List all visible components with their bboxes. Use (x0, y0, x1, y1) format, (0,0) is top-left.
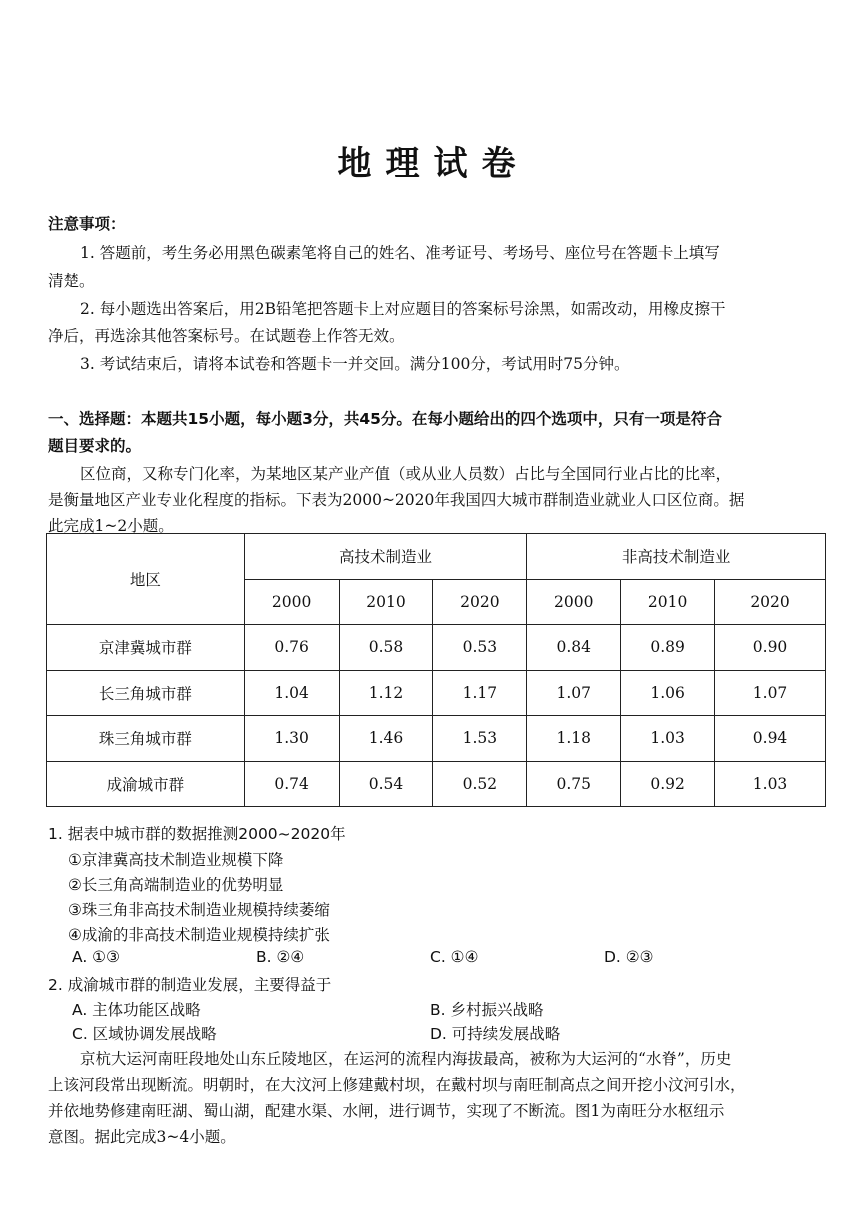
table-cell: 0.54 (339, 761, 433, 807)
header-region: 地区 (47, 534, 245, 625)
question-2-stem: 2. 成渝城市群的制造业发展，主要得益于 (48, 976, 332, 994)
intro-paragraph-2-l3: 并依地势修建南旺湖、蜀山湖，配建水渠、水闸，进行调节，实现了不断流。图1为南旺分水枢纽示 (48, 1102, 725, 1120)
table-cell: 1.46 (339, 716, 433, 762)
intro-paragraph-2-l2: 上该河段常出现断流。明朝时，在大汶河上修建戴村坝，在戴村坝与南旺制高点之间开挖小汶河引水， (48, 1076, 746, 1094)
page-title: 地理试卷 (337, 144, 530, 184)
table-cell: 0.58 (339, 625, 433, 671)
q1-option-c: C. ①④ (430, 948, 479, 966)
table-cell: 1.12 (339, 670, 433, 716)
table-row (47, 670, 826, 716)
notice-item-3: 3. 考试结束后，请将本试卷和答题卡一并交回。满分100分，考试用时75分钟。 (80, 355, 630, 373)
q1-statement-2: ②长三角高端制造业的优势明显 (68, 876, 284, 894)
table-cell: 0.53 (433, 625, 527, 671)
header-year: 2020 (715, 579, 826, 625)
intro-paragraph-1: 区位商，又称专门化率，为某地区某产业产值（或从业人员数）占比与全国同行业占比的比率， (80, 465, 732, 483)
intro-paragraph-1-l3: 此完成1~2小题。 (48, 517, 174, 535)
table-cell: 0.74 (244, 761, 339, 807)
table-row (47, 716, 826, 762)
table-cell: 0.94 (715, 716, 826, 762)
q2-option-b: B. 乡村振兴战略 (430, 1001, 544, 1019)
table-cell: 0.92 (621, 761, 715, 807)
header-year: 2000 (527, 579, 621, 625)
header-year: 2010 (621, 579, 715, 625)
notice-item-1: 1. 答题前，考生务必用黑色碳素笔将自己的姓名、准考证号、考场号、座位号在答题卡上填写 (80, 244, 720, 262)
table-cell: 0.89 (621, 625, 715, 671)
table-cell: 1.07 (527, 670, 621, 716)
q1-option-a: A. ①③ (72, 948, 120, 966)
header-high-tech: 高技术制造业 (244, 534, 527, 580)
notice-item-2: 2. 每小题选出答案后，用2B铅笔把答题卡上对应题目的答案标号涂黑，如需改动，用橡皮擦干 (80, 300, 726, 318)
table-cell: 1.18 (527, 716, 621, 762)
notice-item-2-cont: 净后，再选涂其他答案标号。在试题卷上作答无效。 (48, 327, 405, 345)
header-year: 2000 (244, 579, 339, 625)
header-non-high-tech: 非高技术制造业 (527, 534, 826, 580)
table-cell: 1.07 (715, 670, 826, 716)
intro-paragraph-2: 京杭大运河南旺段地处山东丘陵地区，在运河的流程内海拔最高，被称为大运河的“水脊”，历史 (80, 1050, 732, 1068)
header-year: 2010 (339, 579, 433, 625)
notice-item-1-cont: 清楚。 (48, 272, 95, 290)
q1-statement-4: ④成渝的非高技术制造业规模持续扩张 (68, 926, 330, 944)
q2-option-c: C. 区域协调发展战略 (72, 1025, 217, 1043)
section-heading-cont: 题目要求的。 (48, 437, 142, 455)
intro-paragraph-2-l4: 意图。据此完成3~4小题。 (48, 1128, 236, 1146)
header-year: 2020 (433, 579, 527, 625)
section-heading: 一、选择题：本题共15小题，每小题3分，共45分。在每小题给出的四个选项中，只有一项是符合 (48, 410, 722, 428)
q1-option-d: D. ②③ (604, 948, 654, 966)
table-cell: 1.03 (621, 716, 715, 762)
row-region: 成渝城市群 (47, 761, 245, 807)
intro-paragraph-1-l2: 是衡量地区产业专业化程度的指标。下表为2000~2020年我国四大城市群制造业就业人口区位商。据 (48, 491, 745, 509)
row-region: 京津冀城市群 (47, 625, 245, 671)
table-cell: 1.03 (715, 761, 826, 807)
table-cell: 1.04 (244, 670, 339, 716)
table-cell: 1.30 (244, 716, 339, 762)
table-cell: 0.76 (244, 625, 339, 671)
table-cell: 1.06 (621, 670, 715, 716)
location-quotient-table (46, 533, 826, 807)
q1-statement-1: ①京津冀高技术制造业规模下降 (68, 851, 284, 869)
table-cell: 0.75 (527, 761, 621, 807)
table-cell: 0.84 (527, 625, 621, 671)
row-region: 珠三角城市群 (47, 716, 245, 762)
row-region: 长三角城市群 (47, 670, 245, 716)
table-cell: 0.90 (715, 625, 826, 671)
notice-heading: 注意事项： (48, 215, 126, 233)
table-cell: 1.17 (433, 670, 527, 716)
q2-option-a: A. 主体功能区战略 (72, 1001, 201, 1019)
table-row (47, 625, 826, 671)
table-cell: 1.53 (433, 716, 527, 762)
q1-statement-3: ③珠三角非高技术制造业规模持续萎缩 (68, 901, 330, 919)
q2-option-d: D. 可持续发展战略 (430, 1025, 561, 1043)
table-cell: 0.52 (433, 761, 527, 807)
table-row (47, 761, 826, 807)
q1-option-b: B. ②④ (256, 948, 305, 966)
question-1-stem: 1. 据表中城市群的数据推测2000~2020年 (48, 825, 346, 843)
